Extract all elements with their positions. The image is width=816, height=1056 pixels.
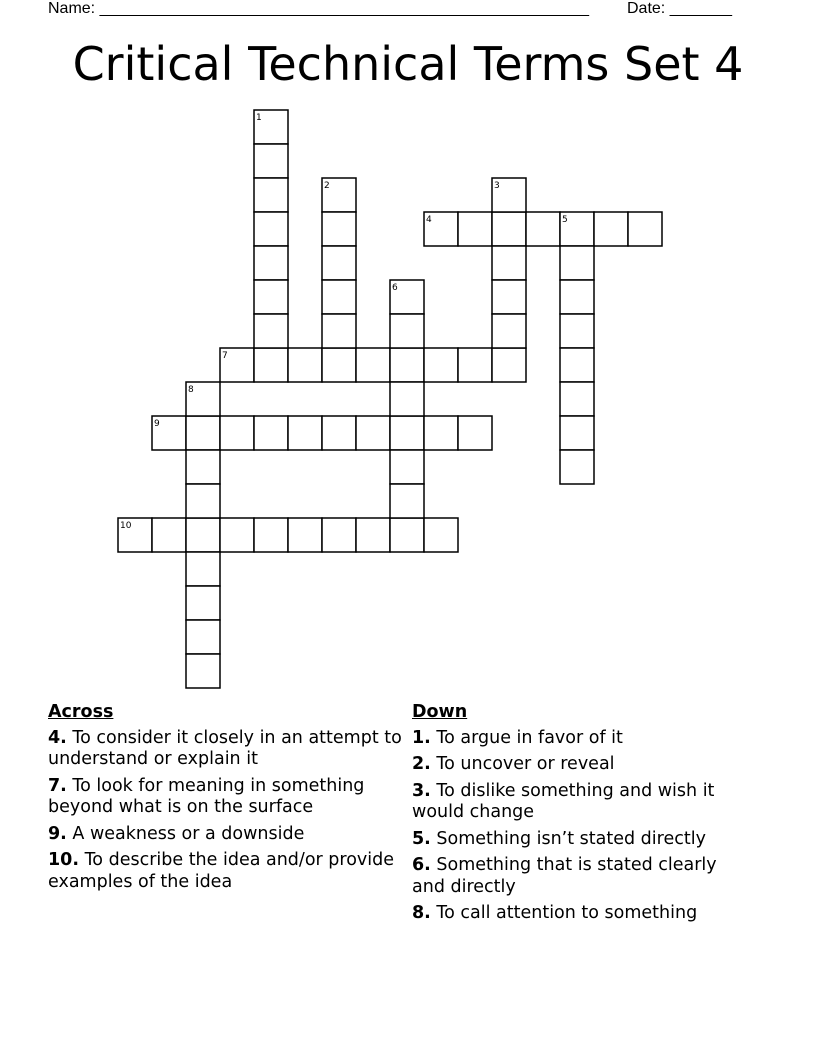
grid-cell-box[interactable] — [458, 348, 492, 382]
grid-cell-box[interactable] — [628, 212, 662, 246]
grid-cell[interactable] — [390, 416, 424, 450]
grid-cell-box[interactable] — [322, 246, 356, 280]
clue-number: 3. — [412, 780, 431, 801]
grid-cell[interactable] — [628, 212, 662, 246]
grid-cell-box[interactable] — [254, 178, 288, 212]
down-clues — [412, 702, 752, 930]
grid-cell[interactable] — [254, 518, 288, 552]
grid-cell[interactable] — [322, 348, 356, 382]
grid-cell-box[interactable] — [424, 416, 458, 450]
grid-cell-box[interactable] — [186, 586, 220, 620]
grid-cell[interactable] — [322, 314, 356, 348]
grid-cell[interactable] — [254, 246, 288, 280]
clue-text: To argue in favor of it — [436, 727, 623, 748]
grid-cell[interactable] — [390, 314, 424, 348]
grid-cell[interactable] — [322, 212, 356, 246]
grid-cell[interactable] — [322, 280, 356, 314]
grid-cell-box[interactable] — [594, 212, 628, 246]
grid-cell-box[interactable] — [322, 416, 356, 450]
grid-cell[interactable] — [356, 416, 390, 450]
grid-cell-box[interactable] — [288, 348, 322, 382]
grid-cell[interactable] — [560, 314, 594, 348]
grid-cell-box[interactable] — [254, 518, 288, 552]
grid-cell[interactable] — [152, 518, 186, 552]
grid-cell[interactable] — [254, 416, 288, 450]
grid-cell[interactable] — [186, 518, 220, 552]
grid-cell[interactable] — [424, 518, 458, 552]
grid-cell-box[interactable] — [322, 212, 356, 246]
grid-cell[interactable] — [424, 212, 458, 246]
grid-cell[interactable] — [492, 348, 526, 382]
grid-cell[interactable] — [254, 212, 288, 246]
clue-down-1 — [412, 728, 752, 750]
grid-cell-box[interactable] — [560, 416, 594, 450]
grid-cell[interactable] — [560, 246, 594, 280]
grid-cell[interactable] — [492, 212, 526, 246]
clue-down-3 — [412, 781, 752, 824]
grid-cell-box[interactable] — [458, 212, 492, 246]
grid-cell-box[interactable] — [186, 450, 220, 484]
grid-cell-number: 9 — [154, 419, 160, 429]
grid-cell[interactable] — [390, 280, 424, 314]
clue-number: 4. — [48, 727, 67, 748]
grid-cell-number: 8 — [188, 385, 194, 395]
grid-cell-box[interactable] — [220, 518, 254, 552]
grid-cell-box[interactable] — [560, 382, 594, 416]
grid-cell-box[interactable] — [254, 348, 288, 382]
grid-cell[interactable] — [492, 280, 526, 314]
grid-cell-box[interactable] — [390, 518, 424, 552]
grid-cell-box[interactable] — [526, 212, 560, 246]
grid-cell-box[interactable] — [560, 348, 594, 382]
grid-cell-box[interactable] — [254, 280, 288, 314]
grid-cell[interactable] — [186, 450, 220, 484]
grid-cell-box[interactable] — [186, 620, 220, 654]
grid-cell[interactable] — [424, 348, 458, 382]
grid-cell[interactable] — [322, 246, 356, 280]
grid-cell-box[interactable] — [356, 348, 390, 382]
grid-cell-box[interactable] — [560, 280, 594, 314]
clue-text: A weakness or a downside — [72, 823, 305, 844]
grid-cell[interactable] — [560, 416, 594, 450]
grid-cell[interactable] — [220, 348, 254, 382]
grid-cell[interactable] — [254, 178, 288, 212]
grid-cell-box[interactable] — [356, 416, 390, 450]
grid-cell-box[interactable] — [322, 314, 356, 348]
grid-cell[interactable] — [254, 348, 288, 382]
clue-number: 8. — [412, 903, 431, 923]
grid-cell[interactable] — [390, 518, 424, 552]
grid-cell-number: 6 — [392, 283, 398, 293]
grid-cell-box[interactable] — [186, 484, 220, 518]
grid-cell-box[interactable] — [254, 314, 288, 348]
date-field-label: Date: _______ — [627, 0, 732, 17]
grid-cell-box[interactable] — [492, 212, 526, 246]
grid-cell[interactable] — [322, 518, 356, 552]
grid-cell[interactable] — [186, 416, 220, 450]
clue-down-8 — [412, 903, 752, 925]
grid-cell-box[interactable] — [220, 416, 254, 450]
clue-number: 7. — [48, 775, 67, 796]
grid-cell-number: 7 — [222, 351, 228, 361]
grid-cell-box[interactable] — [322, 348, 356, 382]
grid-cell-number: 3 — [494, 181, 500, 191]
clue-number: 10. — [48, 850, 80, 870]
grid-cell-number: 10 — [120, 521, 132, 531]
clue-number: 1. — [412, 727, 431, 748]
grid-cell-box[interactable] — [254, 144, 288, 178]
grid-cell-box[interactable] — [492, 314, 526, 348]
grid-cell[interactable] — [186, 620, 220, 654]
grid-cell-box[interactable] — [390, 314, 424, 348]
grid-cell[interactable] — [186, 382, 220, 416]
clue-down-6 — [412, 855, 752, 898]
grid-cell-box[interactable] — [322, 518, 356, 552]
grid-cell-box[interactable] — [152, 518, 186, 552]
grid-cell[interactable] — [458, 348, 492, 382]
clue-text: To describe the idea and/or provide examples of the idea — [48, 850, 394, 892]
down-heading: Down — [412, 702, 468, 722]
grid-cell-box[interactable] — [288, 416, 322, 450]
grid-cell[interactable] — [492, 178, 526, 212]
grid-cell[interactable] — [390, 348, 424, 382]
grid-cell-box[interactable] — [390, 416, 424, 450]
grid-cell-box[interactable] — [560, 450, 594, 484]
grid-cell[interactable] — [288, 348, 322, 382]
grid-cell[interactable] — [458, 416, 492, 450]
grid-cell-number: 1 — [256, 113, 262, 123]
grid-cell[interactable] — [458, 212, 492, 246]
grid-cell[interactable] — [186, 654, 220, 688]
grid-cell-box[interactable] — [186, 654, 220, 688]
name-field-label: Name: _______________________________________________________ — [48, 0, 589, 17]
grid-cell[interactable] — [186, 552, 220, 586]
grid-cell-box[interactable] — [424, 348, 458, 382]
grid-cell-box[interactable] — [560, 314, 594, 348]
grid-cell-box[interactable] — [424, 518, 458, 552]
clue-number: 6. — [412, 855, 431, 875]
grid-cell[interactable] — [492, 314, 526, 348]
clue-text: Something isn’t stated directly — [436, 828, 706, 849]
grid-cell[interactable] — [560, 280, 594, 314]
clue-text: To uncover or reveal — [436, 754, 615, 774]
grid-cell-box[interactable] — [390, 450, 424, 484]
grid-cell-box[interactable] — [390, 382, 424, 416]
grid-cell-box[interactable] — [390, 348, 424, 382]
grid-cell[interactable] — [254, 110, 288, 144]
grid-cell[interactable] — [560, 348, 594, 382]
grid-cell-box[interactable] — [288, 518, 322, 552]
across-heading: Across — [48, 702, 114, 722]
across-clues — [48, 702, 408, 898]
grid-cell[interactable] — [152, 416, 186, 450]
grid-cell[interactable] — [424, 416, 458, 450]
grid-cell[interactable] — [322, 178, 356, 212]
grid-cell-box[interactable] — [458, 416, 492, 450]
grid-cell[interactable] — [560, 212, 594, 246]
clue-across-4 — [48, 728, 408, 771]
grid-cell[interactable] — [390, 450, 424, 484]
clue-text: To look for meaning in something beyond what is on the surface — [48, 775, 365, 817]
grid-cell[interactable] — [288, 518, 322, 552]
grid-cell-box[interactable] — [186, 552, 220, 586]
grid-cell[interactable] — [356, 518, 390, 552]
clue-text: To consider it closely in an attempt to understand or explain it — [48, 727, 402, 769]
grid-cell-number: 5 — [562, 215, 568, 225]
grid-cell[interactable] — [118, 518, 152, 552]
grid-cell-box[interactable] — [254, 416, 288, 450]
grid-cell[interactable] — [560, 382, 594, 416]
page-title: Critical Technical Terms Set 4 — [72, 37, 744, 91]
grid-cell-number: 4 — [426, 215, 432, 225]
clue-number: 2. — [412, 754, 431, 774]
grid-cell[interactable] — [186, 484, 220, 518]
grid-cell-box[interactable] — [390, 484, 424, 518]
clue-number: 5. — [412, 828, 431, 849]
clue-down-2 — [412, 754, 752, 776]
clue-across-7 — [48, 776, 408, 819]
grid-cell-box[interactable] — [492, 348, 526, 382]
clue-text: Something that is stated clearly and directly — [412, 855, 717, 897]
clue-across-10 — [48, 850, 408, 893]
clue-text: To dislike something and wish it would change — [412, 780, 715, 822]
grid-cell-box[interactable] — [492, 280, 526, 314]
grid-cell[interactable] — [254, 314, 288, 348]
grid-cell[interactable] — [526, 212, 560, 246]
grid-cell-number: 2 — [324, 181, 330, 191]
grid-cell[interactable] — [560, 450, 594, 484]
grid-cell-box[interactable] — [492, 246, 526, 280]
grid-cell[interactable] — [322, 416, 356, 450]
grid-cell[interactable] — [186, 586, 220, 620]
grid-cell[interactable] — [390, 382, 424, 416]
grid-cell[interactable] — [220, 416, 254, 450]
grid-cell-box[interactable] — [322, 280, 356, 314]
grid-cell-box[interactable] — [186, 518, 220, 552]
clue-number: 9. — [48, 823, 67, 844]
grid-cell[interactable] — [356, 348, 390, 382]
grid-cell[interactable] — [288, 416, 322, 450]
grid-cell[interactable] — [220, 518, 254, 552]
grid-cell[interactable] — [254, 280, 288, 314]
grid-cell-box[interactable] — [560, 246, 594, 280]
grid-cell-box[interactable] — [186, 416, 220, 450]
grid-cell-box[interactable] — [254, 246, 288, 280]
grid-cell-box[interactable] — [356, 518, 390, 552]
clue-text: To call attention to something — [436, 903, 698, 923]
grid-cell-box[interactable] — [254, 212, 288, 246]
grid-cell[interactable] — [390, 484, 424, 518]
grid-cell[interactable] — [254, 144, 288, 178]
clue-across-9 — [48, 824, 408, 846]
grid-cell[interactable] — [594, 212, 628, 246]
clue-down-5 — [412, 829, 752, 851]
grid-cell[interactable] — [492, 246, 526, 280]
